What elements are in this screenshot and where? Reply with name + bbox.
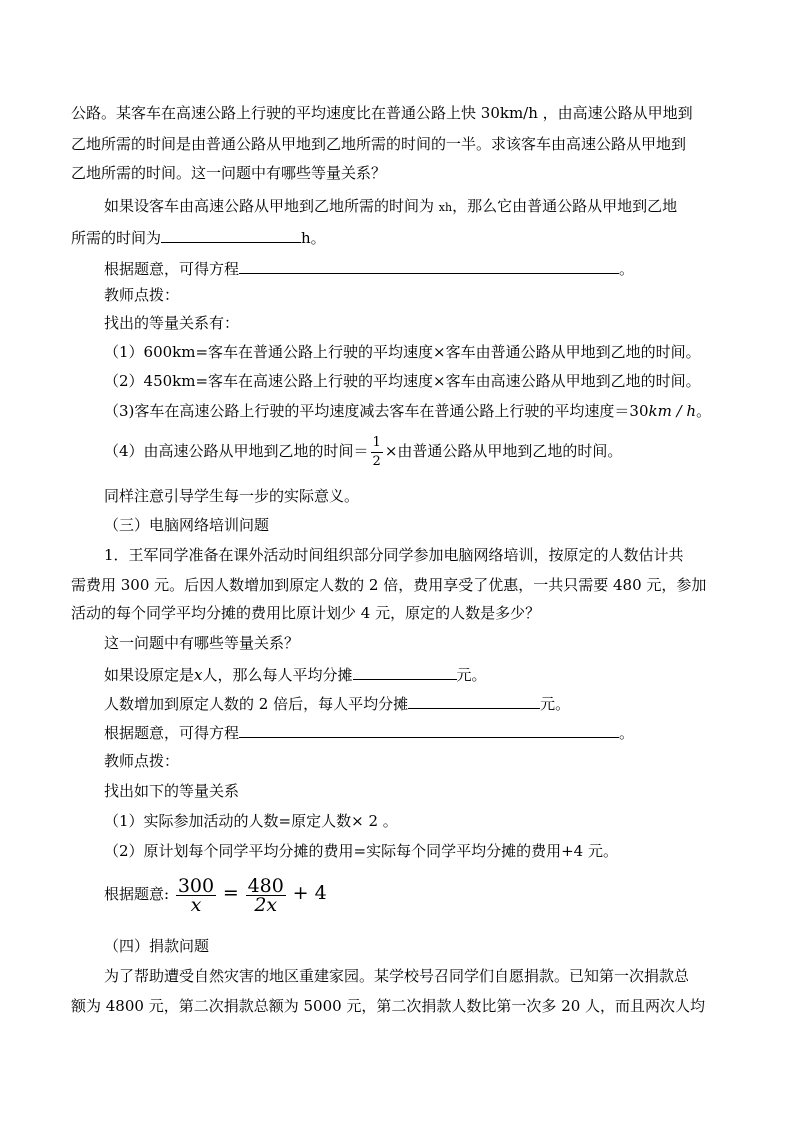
text-segment: 。 [619, 724, 635, 742]
text-line [104, 721, 634, 743]
text-line [104, 692, 570, 714]
text-line: 找出的等量关系有： [104, 314, 240, 332]
variable-x: x [194, 666, 203, 684]
equation-blank[interactable] [239, 721, 619, 738]
fraction-numerator: 300 [177, 874, 215, 897]
answer-blank[interactable] [161, 226, 301, 243]
text-line: 额为 4800 元，第二次捐款总额为 5000 元，第二次捐款人数比第一次多 20 人，而且两次人均 [71, 997, 706, 1015]
text-segment: ，那么它由普通公路从甲地到乙地 [452, 197, 678, 215]
text-line [104, 257, 634, 279]
text-line [104, 401, 711, 421]
text-line: 找出如下的等量关系 [104, 782, 240, 800]
variable-x: xh [438, 201, 453, 214]
fraction-half [371, 434, 383, 471]
equation-blank[interactable] [239, 257, 619, 274]
fraction-denominator: 2x [254, 893, 278, 916]
text-line [71, 226, 326, 248]
text-segment: 所需的时间为 [71, 229, 162, 247]
text-segment: ×由普通公路从甲地到乙地的时间。 [384, 442, 623, 460]
fraction-denominator: 2 [372, 453, 381, 469]
text-line [104, 663, 487, 685]
text-segment: （4）由高速公路从甲地到乙地的时间＝ [104, 442, 369, 460]
text-segment: 元。 [456, 666, 487, 684]
equation-line [104, 866, 327, 921]
text-segment: h。 [301, 229, 326, 247]
text-segment: 根据题意: [104, 885, 170, 903]
text-segment: 。 [619, 260, 635, 278]
text-segment: 根据题意，可得方程 [104, 260, 240, 278]
text-line: 活动的每个同学平均分摊的费用比原计划少 4 元，原定的人数是多少？ [71, 604, 541, 622]
text-segment: 根据题意，可得方程 [104, 724, 240, 742]
text-line: 1．王军同学准备在课外活动时间组织部分同学参加电脑网络培训，按原定的人数估计共 [104, 546, 684, 564]
text-segment: 人，那么每人平均分摊 [202, 666, 353, 684]
text-line: 公路。某客车在高速公路上行驶的平均速度比在普通公路上快 30km/h ，由高速公路从甲地到 [71, 104, 693, 122]
text-line: 乙地所需的时间是由普通公路从甲地到乙地所需的时间的一半。求该客车由高速公路从甲地到 [71, 135, 687, 153]
text-line: （1）实际参加活动的人数=原定人数× 2 。 [104, 812, 398, 830]
text-line: （2）原计划每个同学平均分摊的费用=实际每个同学平均分摊的费用+4 元。 [104, 842, 618, 860]
text-segment: 如果设客车由高速公路从甲地到乙地所需的时间为 [104, 197, 439, 215]
answer-blank[interactable] [353, 663, 457, 680]
text-line: 为了帮助遭受自然灾害的地区重建家园。某学校号召同学们自愿捐款。已知第一次捐款总 [104, 967, 690, 985]
answer-blank[interactable] [408, 692, 540, 709]
section-heading: （四）捐款问题 [104, 937, 210, 955]
text-line [104, 433, 622, 471]
fraction-denominator: x [190, 893, 202, 916]
fraction-300-over-x [176, 874, 216, 916]
text-line: （1）600km=客车在普通公路上行驶的平均速度×客车由普通公路从甲地到乙地的时间。 [104, 343, 701, 361]
equals-sign: = [222, 882, 239, 904]
text-segment: 元。 [540, 695, 571, 713]
text-line: 教师点拨： [104, 286, 180, 304]
text-segment: （3)客车在高速公路上行驶的平均速度减去客车在普通公路上行驶的平均速度＝30 [104, 402, 649, 420]
text-line: 乙地所需的时间。这一问题中有哪些等量关系？ [71, 164, 387, 182]
text-segment: 人数增加到原定人数的 2 倍后，每人平均分摊 [104, 695, 409, 713]
text-segment: 如果设原定是 [104, 666, 195, 684]
section-heading: （三）电脑网络培训问题 [104, 516, 270, 534]
text-line [104, 196, 677, 218]
text-line: 同样注意引导学生每一步的实际意义。 [104, 487, 360, 505]
text-line: 这一问题中有哪些等量关系？ [104, 634, 300, 652]
fraction-numerator: 480 [247, 874, 284, 897]
fraction-480-over-2x [246, 874, 286, 916]
text-line: 需费用 300 元。后因人数增加到原定人数的 2 倍，费用享受了优惠，一共只需要 480 元，参加 [71, 576, 707, 594]
text-segment: 。 [696, 402, 712, 420]
fraction-numerator: 1 [371, 434, 383, 453]
unit-text: km / h [648, 402, 697, 420]
text-line: （2）450km=客车在高速公路上行驶的平均速度×客车由高速公路从甲地到乙地的时间。 [104, 372, 701, 390]
equation-tail: + 4 [292, 882, 327, 904]
text-line: 教师点拨： [104, 752, 180, 770]
